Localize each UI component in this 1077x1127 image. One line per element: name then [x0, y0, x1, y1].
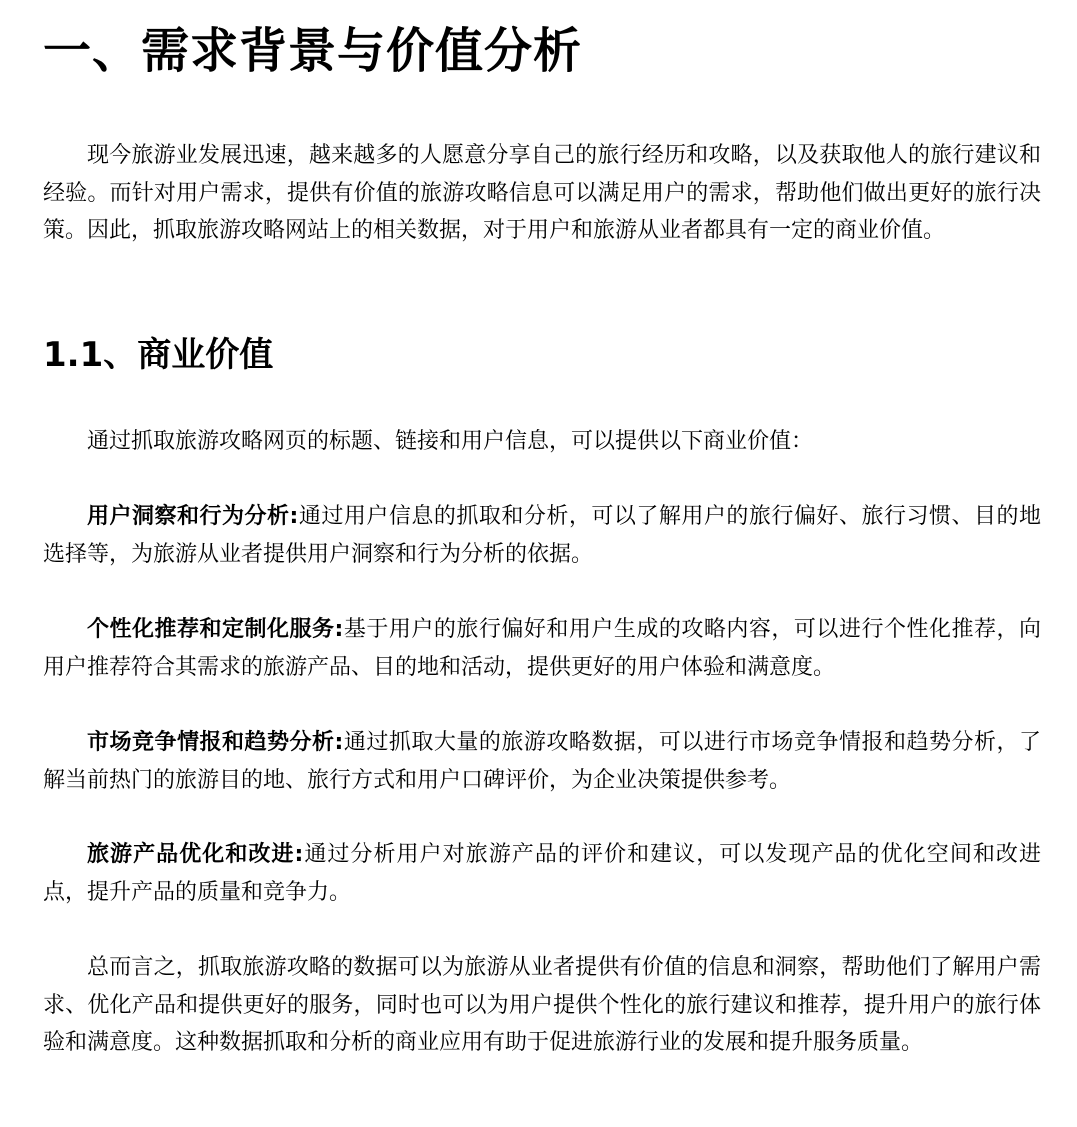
- value-item-market-intelligence: [43, 724, 1041, 799]
- summary-paragraph: 总而言之，抓取旅游攻略的数据可以为旅游从业者提供有价值的信息和洞察，帮助他们了解用户需求、优化产品和提供更好的服务，同时也可以为用户提供个性化的旅行建议和推荐，提升用户的旅行体验和满意度。这种数据抓取和分析的商业应用有助于促进旅游行业的发展和提升服务质量。: [43, 955, 1041, 1055]
- value-item-product-optimization: [43, 836, 1041, 911]
- value-item-personalization: [43, 611, 1041, 686]
- value-item-title: 用户洞察和行为分析:: [87, 504, 299, 529]
- value-item-title: 旅游产品优化和改进:: [87, 842, 304, 867]
- section-heading: 一、需求背景与价值分析: [43, 23, 583, 79]
- value-item-text: 通过分析用户对旅游产品的评价和建议，可以发现产品的优化空间和改进点，提升产品的质量和竞争力。: [43, 842, 1041, 905]
- value-item-text: 通过抓取大量的旅游攻略数据，可以进行市场竞争情报和趋势分析，了解当前热门的旅游目的地、旅行方式和用户口碑评价，为企业决策提供参考。: [43, 730, 1041, 793]
- value-item-title: 市场竞争情报和趋势分析:: [87, 730, 344, 755]
- value-item-user-insight: [43, 498, 1041, 573]
- value-item-text: 通过用户信息的抓取和分析，可以了解用户的旅行偏好、旅行习惯、目的地选择等，为旅游从业者提供用户洞察和行为分析的依据。: [43, 504, 1041, 567]
- value-item-text: 基于用户的旅行偏好和用户生成的攻略内容，可以进行个性化推荐，向用户推荐符合其需求的旅游产品、目的地和活动，提供更好的用户体验和满意度。: [43, 617, 1041, 680]
- subsection-heading: 1.1、商业价值: [43, 335, 274, 375]
- lead-paragraph: 通过抓取旅游攻略网页的标题、链接和用户信息，可以提供以下商业价值：: [87, 429, 814, 454]
- value-item-title: 个性化推荐和定制化服务:: [87, 617, 344, 642]
- intro-paragraph: 现今旅游业发展迅速，越来越多的人愿意分享自己的旅行经历和攻略，以及获取他人的旅行建议和经验。而针对用户需求，提供有价值的旅游攻略信息可以满足用户的需求，帮助他们做出更好的旅行决策。因此，抓取旅游攻略网站上的相关数据，对于用户和旅游从业者都具有一定的商业价值。: [43, 143, 1041, 243]
